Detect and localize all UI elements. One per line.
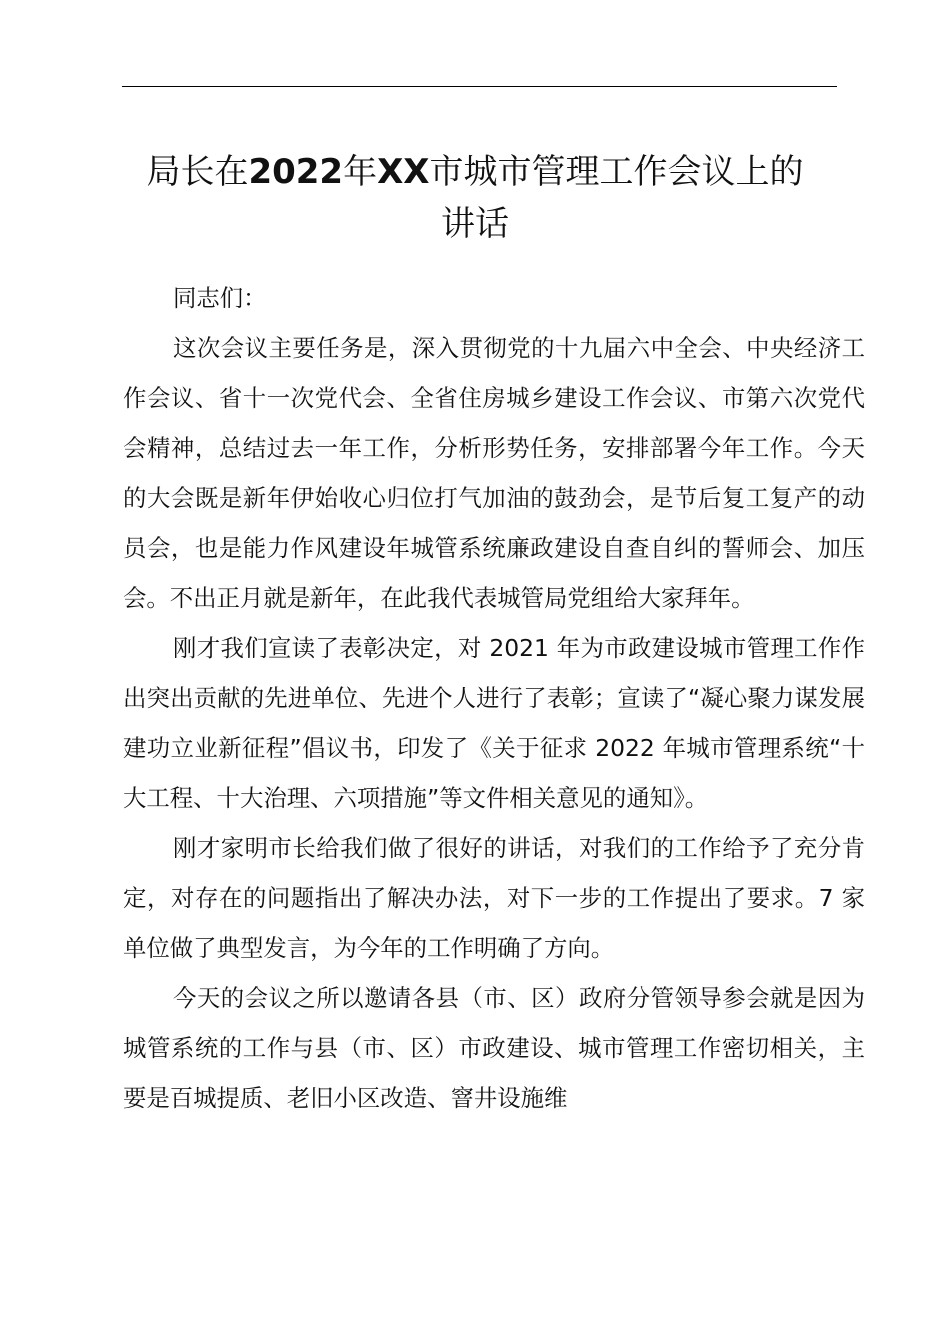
- title-rest: 市城市管理工作会议上的: [429, 152, 804, 192]
- page-title: [100, 146, 850, 250]
- title-xx: XX: [377, 152, 430, 192]
- title-mid: 年: [343, 152, 378, 192]
- paragraph-1: 这次会议主要任务是，深入贯彻党的十九届六中全会、中央经济工作会议、省十一次党代会、全省住房城乡建设工作会议、市第六次党代会精神，总结过去一年工作，分析形势任务，安排部署今年工作。今天的大会既是新年伊始收心归位打气加油的鼓劲会，是节后复工复产的动员会，也是能力作风建设年城管系统廉政建设自查自纠的誓师会、加压会。不出正月就是新年，在此我代表城管局党组给大家拜年。: [123, 334, 865, 612]
- paragraph-3: 刚才家明市长给我们做了很好的讲话，对我们的工作给予了充分肯定，对存在的问题指出了解决办法，对下一步的工作提出了要求。7 家单位做了典型发言，为今年的工作明确了方向。: [123, 834, 865, 962]
- title-prefix: 局长在: [146, 152, 249, 192]
- title-line2: 讲话: [441, 204, 509, 244]
- body-text: [123, 273, 865, 1123]
- salutation: 同志们：: [173, 284, 267, 312]
- header-rule: [122, 86, 837, 87]
- paragraph-4: 今天的会议之所以邀请各县（市、区）政府分管领导参会就是因为城管系统的工作与县（市、区）市政建设、城市管理工作密切相关，主要是百城提质、老旧小区改造、窨井设施维: [123, 984, 865, 1112]
- title-year: 2022: [248, 152, 344, 192]
- paragraph-2: 刚才我们宣读了表彰决定，对 2021 年为市政建设城市管理工作作出突出贡献的先进单位、先进个人进行了表彰；宣读了“凝心聚力谋发展建功立业新征程”倡议书，印发了《关于征求 2022 年城市管理系统“十大工程、十大治理、六项措施”等文件相关意见的通知》。: [123, 634, 865, 812]
